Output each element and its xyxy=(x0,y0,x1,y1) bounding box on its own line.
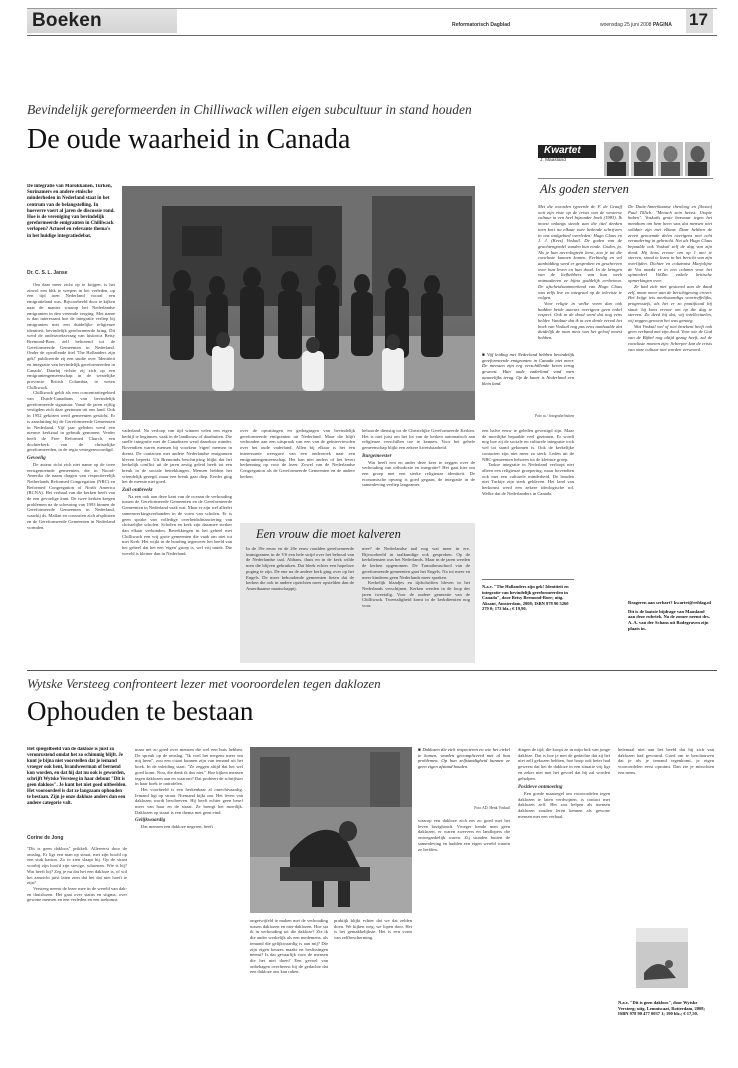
body-paragraph: Versteeg neemt de lezer mee in de wereld van dak- en thuislozen. Het gaat over status en stigma, over gewone mensen en een verleden en een toekomst. xyxy=(27,885,127,903)
article1-lead: De integratie van Marokkanen, Turken, Surinamers en andere etnische minderheden in Nederland staat in het centrum van de belangstelling. In hoeverre voert al jaren de discussie rond. Hoe is de vereniging van bevindelijk gereformeerde emigranten in Chilliwack verlopen? Actueel en relevante thema's in het huidige integratiedebat. xyxy=(27,184,115,239)
camera-icon: ■ xyxy=(418,747,421,752)
body-paragraph: mee? de Nederlandse taal nog wat meer in ere. Bijvoorbeeld in taalkundige ook gesproken. Op de kerkdiensten was het Nederlands. Maar in de jaren werden de kerken opgenomen. De Tomotheuschool van de gereformeerde gemeenten gaat het Engels. Na tot meer en meer kinderen geen Nederlands meer spraken. xyxy=(362,546,470,580)
body-paragraph: De auteur richt zich niet name op de twee eerstgenoemde gemeenten, die in Noord-Amerika de naam dragen van respectievelijk Netherlands Reformed Congregation (NRC) en Reformed Congregation of North America (RCNA). Het verhaal van die kerken heeft van de een gevoelige kant. De twee kerken kregen problemen na de scheuring van 1993 binnen de Gereformeerde Gemeenten in Nederland, waarbij ds. Mallan en consorten zich afsplitsten en de Gereformeerde Gemeenten in Nederland vormden. xyxy=(27,461,115,530)
body-paragraph: Het voorbeeld is een herkenbaar al onrechtvaardig. Iemand ligt op straat. Niemand kijkt om. Het leven van daklozen wordt beschreven. Hij heeft echter geen besef meer van haar en de straat. Ze brengt het moeilijk. Daklozen op straat is een thema met geen eind. xyxy=(135,786,243,815)
article2-photo-credit: Foto AD, Henk Voskuil xyxy=(474,806,510,810)
article2-book-cover xyxy=(636,928,688,988)
cropped-edge-column xyxy=(716,140,738,660)
date-text: woensdag 25 juni 2008 xyxy=(600,22,652,28)
article1-photo-credit: Foto at / fotografie buiten xyxy=(534,414,574,418)
body-paragraph: Ze had zich niet gestoord aan de daad zelf, maar meer aan de berichtgeving erover. Het krijgt iets merkwaardigs voortreffelijks, progressiefs, als het er zo pontificaal bij staat: hij koos ervoor om op die dag te sterven. Zo deed hij dat, wij intellectuelen, wij zeggen gewoon het was genoeg. xyxy=(628,283,712,324)
body-paragraph: Wat heeft een en ander deze keer te zeggen over de verhouding van orthodoxie en integratie? Het gaat hier om een groep met een sterke religieuze identiteit. De economische opvang is goed gegaan, de integratie in de samenleving verliep langzamer. xyxy=(362,459,475,488)
group-photo xyxy=(122,186,475,420)
page-label: PAGINA xyxy=(652,22,672,28)
body-paragraph: dingen de tijd, die koopt ze in mijn hok van jonge dakloze. Dat is hoe je met de gedachte dat zij het niet zelf gekozen hebben, hoe hoop ook beter had geweest dat het de dakloze in een situatie vrij ligt en zeker niet met het gevoel dat hij zal worden geholpen. xyxy=(518,747,610,781)
portrait-photos xyxy=(604,142,710,176)
body-paragraph: vaderland. Na verloop van tijd winnen velen een eigen bedrijf te beginnen, vaak in de landbouw of daarbuiten. Die snelle integratie met de Canadezen werd daardoor minder. Bovendien waren mensen bij voorkeur 'eigen' mensen in dienst. De contacten met andere Nederlandse emigranten bleven beperkt. Uit Bremonds beschrijving blijkt dat het kerkelijk conflict uit de jaren zestig geleid heeft tot een breuk in de sociale betrekkingen. Mensen hebben het vriendelijk gezegd, maar een breuk gaat diep. Eerder ging het de meeste niet goed. xyxy=(122,428,232,485)
body-paragraph: Om daar meer zicht op te krijgen, is het zinvol een blik te werpen in het verleden, op een tijd toen Nederland vooral een emigratieland was. Bijvoorbeeld door te kijken naar de manier waarop het Nederlandse emigranten in den vreemde verging. Met name is dan interessant hoe de integratie verliep bij emigranten met een duidelijke religieuze identiteit, bevindelijk gereformeerde kring. Dit werd de onderzoeksvraag van historica Betsy Bremond-Boer, zelf behorend tot de Gereformeerde Gemeenten in Nederland. Onder de opvallende titel 'The Hollanders zijn gek!' publiceerde zij een studie over 'Identiteit en integratie van bevindelijk gereformeerden in Canada'. Daarbij richtte zij zich op een emigrantengemeenschap in de westelijke provincie British Columbia, te weten Chilliwack. xyxy=(27,282,115,390)
article1-book-credit: N.a.v. "The Hollanders zijn gek! Identiteit en integratie van bevindelijk gereformeerden in Canada", door Betsy Bremond-Boer; uitg. Aksant, Amsterdam, 2008; ISBN 978 90 5260 279 0; 173 blz.; € 19,90. xyxy=(482,584,569,612)
subhead: Zuil ontbreekt xyxy=(122,487,153,494)
sidebar-box-col1: In de 19e eeuw en de 20e eeuw rondden gereformeerde immigranten in de VS een hele strijd over het behoud van de Nederlandse taal. Althans, thuis en in de kerk wilde men die blijven gebruiken. Dat bleek echter een hopeloze poging te zijn. De ene na de andere kerk ging over op het Engels. De meer behoudende gemeenten lieten dat de kerken die ook in andere opzichten meer opstelden dan de Amerikaanse maatschappij. xyxy=(246,546,354,591)
article1-col4 xyxy=(362,428,475,514)
body-paragraph: Een goede maatregel om vooroordelen tegen daklozen te laten verdwijnen, is contact met daklozen zelf. Het zou helpen als mensen daklozen zouden leren kennen als gewone mensen met een verhaal. xyxy=(518,790,610,819)
subhead: Positieve ontmoeting xyxy=(518,784,563,791)
body-paragraph: ongetwijfeld te maken met de verhouding tussen daklozen en niet-daklozen. Hoe sta ik in verhouding tot die dakloze? Zie ik die ander werkelijk als een medemens, als iemand die gelijkwaardig is aan mij? Die zijn eigen keuzes maakt en beslissingen neemt? Is dat gevaarlijk voor de mensen die het niet doen? Een gevoel van onbehagen overheerst bij de gedachte dat een dakloze ons kan raken. xyxy=(250,918,328,975)
caption-text: Vijf leiding met Nederland hebben bevindelijk gereformeerde emigranten in Canada niet meer. De meesten zijn erg verschillende keren terug geweest. Hun oude vaderland vind men nauwelijks terug. Op de kaart is Nederland een klein land. xyxy=(482,352,574,386)
body-paragraph: Chilliwack geldt als een concentratiegebied van Dutch-Canadians van bevindelijk gereformeerde signatuur. Vanaf de jaren vijftig vestigden zich daar gezinnen uit ons land. Ook in 1952 gekozen werd gemeenten gesticht. Er is aansluiting bij de Gereformeerde Gemeenten in Nederland. Vijf jaar geleden werd een nieuwe kerkzaal in gebruik genomen. Verder heeft de Free Reformed Church, een dochterkerk van de christelijke gereformeerden, in de regio vertegenwoordigd. xyxy=(27,390,115,453)
issue-date xyxy=(600,22,672,28)
article2-col6: helemaal niet aan het beeld dat hij zich van daklozen had gevormd. Goed om te beschouwen dat je als je iemand tegenkomt, je eigen vooroordelen eerst opruimt. Dan zie je misschien een mens. xyxy=(618,747,714,775)
body-paragraph: praktijk blijkt echter dat we dat zelden doen. We kijken weg, we lopen door. Het is het gemakkelijkste. Het is een vorm van zelfbescherming. xyxy=(334,918,412,941)
article1-col1 xyxy=(27,282,115,662)
kwartet-footer xyxy=(628,600,712,660)
body-paragraph: Dat mensen een dakloze negeren, heeft xyxy=(141,824,213,830)
article2-photo-caption xyxy=(418,747,510,803)
book-cover-image xyxy=(636,928,688,988)
body-paragraph: Na een ook aan deze kant van de oceaan de verhouding tussen de Gereformeerde Gemeenten en de Gereformeerde Gemeenten in Nederland vaak wat. Maar er zijn wel allerlei samenwerkingsverbanden in de vorm van scholen. Er is geen sprake van volledige overheidsfinanciering van christelijke scholen. Scholen en kerk zijn daarmee sterker dan elkaar verbonden. Betrekkingen in het geheel met Chilliwack een vrij grote gemeenten die vaak om niet tot met Kerk. Het wijkt in de houding tegenover het beeld van het geheel dat het een 'eigen' groep is, wel vrij uniek. Die wereld is kleiner dan in Nederland. xyxy=(122,493,232,556)
section-separator xyxy=(27,670,717,671)
article2-col4: waarop een dakloze zich net zo goed met het leven bezighoudt. Vroeger kende men geen daklozen, er waren zwervers en landlopers die ontoegankelijk waren. Zij stonden buiten de samenleving en hadden een eigen wereld waarin ze leefden. xyxy=(418,818,510,852)
article2-col1 xyxy=(27,846,127,1056)
article1-col3: over de opvattingen en gedragingen van bevindelijk gereformeerde emigranten uit Nederland. Maar die blijft verbonden aan een uitspraak van een van de geïnterviewden over het oude vaderland. Allen bij elkaar is het een interessante weergave van een onderzoek naar een emigrantengemeenschap. Het kan niet anders of het levert herkenning op voor de lezer. Zowel van de Nederlandse Congregation als de Gereformeerde Gemeenten en de andere kerken. xyxy=(240,428,355,479)
subhead: Gelijkwaardig xyxy=(135,817,166,824)
sidebar-box-col2 xyxy=(362,546,470,658)
subhead: Gevoelig xyxy=(27,455,46,462)
article2-book-credit: N.a.v. "Dit is geen dakloos", door Wytske Versteeg; uitg. Lemniscaat, Rotterdam, 2008; ISBN 978 90 477 0037 1; 190 blz.; € 17,50. xyxy=(618,1000,705,1017)
article1-kicker: Bevindelijk gereformeerden in Chilliwack willen eigen subcultuur in stand houden xyxy=(27,102,472,117)
kwartet-col2 xyxy=(628,204,712,592)
sidebar-box-title: Een vrouw die moet kalveren xyxy=(256,527,401,541)
article2-lead: Het spiegelbeeld van de dakloze is juist zo veronrustend omdat het zo schimmig blijft. Je kunt je bijna niet voorstellen dat je iemand vroeger ook bent, brandweerman of bernend kon worden, en dat hij dat nu ook is geworden, schrijft Wytske Versteeg in haar debuut "Dit is geen dakloos". Je kunt het niet goed uitbeelden. Het vooroordeel is dat ze langzaam ophouden te bestaan. Zijn je onze dakloze anders dan een andere categorie valt. xyxy=(27,747,127,806)
farewell-note: Dit is de laatste bijdrage van Maasland aan deze rubriek. Na de zomer neemt drs. A. A. van der Schans uit Bodegraven zijn plaats in. xyxy=(628,608,710,631)
kwartet-logo-text: Kwartet xyxy=(544,145,581,156)
kwartet-col1 xyxy=(538,204,622,654)
article2-headline: Ophouden te bestaan xyxy=(27,696,254,726)
article2-photo xyxy=(250,747,412,913)
reply-note: Reageren aan serbart? kwartet@refdag.nl xyxy=(628,600,711,605)
article2-col2 xyxy=(135,747,243,1057)
article2-col5 xyxy=(518,747,610,1057)
article1-photo xyxy=(122,186,475,420)
article1-byline: Dr. C. S. L. Janse xyxy=(27,270,68,276)
caption-text: Daklozen die zich respecteren en wie het cirkel te komen, worden gecompliceerd met al hun problemen. Op hun zelfstandigheid kunnen ze geen eigen afstand houden. xyxy=(418,747,510,770)
page-number: 17 xyxy=(689,10,708,29)
article2-col4a xyxy=(334,918,412,1058)
header-rule xyxy=(27,35,717,36)
body-paragraph: Tarkse integratie in Nederland verloopt niet alleen een religieuze groepering, maar bovendien ook met een culturele minderheid. De houden niet Turkije zijn sterk gebleven. Het land van herkomst werd een zekere ideologische rol. Welke dat de Nederlanders in Canada. xyxy=(482,462,574,496)
homeless-photo xyxy=(250,747,412,913)
subhead: Burgemeester xyxy=(362,452,392,459)
kwartet-author: J. Maasland xyxy=(540,158,566,163)
article1-col2 xyxy=(122,428,232,656)
article2-byline: Corine de Jong xyxy=(27,835,64,841)
body-paragraph: Met die woorden typeerde dr. F. de Graaff ooit zijn visie op de crisis van de westerse cultuur in een heel bijzonder boek (1983). Ik moest onlangs steeds aan die titel denken toen kort na elkaar twee bekende schrijvers in ons taalgebied overleden: Hugo Claus en J. J. (Kees) Voskuil. De goden van de grachtengordel vanden hun einde. Goden, ja. Als je hun necrologieën leest, zou je tot die conclusie kunnen komen. Eerbiedig en vol aanbidding werd er gesproken en geschreven over hun leven en hun dood. In de kringen van de liefhebbers van hun werk ontmaskeren ze bijna goddelijk eerbetoon. De afscheidsaanmerkend van Hugo Claus was zelfs live en integraal op de televisie te volgen. xyxy=(538,204,622,301)
kwartet-rule xyxy=(538,178,713,179)
body-paragraph: Wat Voskuil wel of niet betekent heeft ook geen verband met zijn dood. Voor wie de God van de Bijbel nog altijd gezag heeft, zal de conclusie moeten zijn: Scherper kan de crisis van onze cultuur niet worden verwoord. xyxy=(628,323,712,352)
body-paragraph: Kerkelijk blaadjes en tijdschriften bleven in het Nederlands verschijnen. Kerken werden in de loop der jaren tweetalig. Voor de oudere generatie van de Chilliwack. Tweetaligheid komt in de kerkdiensten nog voor. xyxy=(362,580,470,609)
body-paragraph: behoorde dienstig tot de Christelijke Gereformeerde Kerken. Het is niet juist om het lot van de kerken automatisch aan religieuze verschillen toe te kennen. Voor het gehele gemeenschap blijkt een zekere kwetsbaarheid. xyxy=(362,428,475,451)
paper-name: Reformatorisch Dagblad xyxy=(452,22,511,28)
body-paragraph: maar net zo goed over mensen die wel een huis hebben. De spreuk op de omslag, "Ik voel het nergens meer om mij heen", zou een citaat kunnen zijn van iemand uit het boek. In de inleiding staat: "Ze zeggen altijd dat het wel goed komt. Nou, die denk ik dus niet." Hoe kijken mensen tegen daklozen aan en waarom? Dat probeert de schrijfster in haar boek te ontrafelen. xyxy=(135,747,243,787)
body-paragraph: een halve eeuw te geleden gevestigd zijn. Maar de moeilijke bepaalde veel gezinnen. Er wordt nog hoe zij de sociale en culturele integratie toch wel tot stand gekomen is. Ook de kerkelijke contacten zijn niet meer zo sterk. Leden uit de NRC-gemeenten behoren tot de kleinste groep. xyxy=(482,428,574,462)
kwartet-title: Als goden sterven xyxy=(540,182,629,196)
section-title: Boeken xyxy=(32,10,102,31)
article1-headline: De oude waarheid in Canada xyxy=(27,124,351,155)
kwartet-portraits xyxy=(604,142,710,176)
body-paragraph: De Duits-Amerikaanse theoloog en filosoof Paul Tillich: "Mensch sein heisst: Utopie haben". Voskuils grote bezwaar tegen het mendiom om hem heen was dat mensen niet solidair zijn met elkaar. Daar hebben de zeven genoemde delen overigens niet echt verandering in gebracht. Net als Hugo Claus bepaalde ook Voskuil zelf de dag van zijn dood. Hij koos ervoor om op 1 mei te sterven, stond te lezen in het bericht van zijn overlijden. Dichter en columnist Marjolijne de Vos maakt er in een column voor het opiniedeel VolZin enkele kritische opmerkingen over. xyxy=(628,204,712,284)
camera-icon: ■ xyxy=(482,352,486,357)
body-paragraph: Voor religie in welke vorm dan ook hadden beide auteurs overigens geen enkel respect. Ook in de dood werd dat nog eens helder. Vandaar dat ik in een derde verval het boek van Voskuil nog pas eens aanhaalde dat duidelijk de man niets van het geloof moest hebben. xyxy=(538,300,622,341)
article2-col3 xyxy=(250,918,328,1058)
body-paragraph: "Dit is geen dakloos" prikkelt. Allereerst door de omslag. Er ligt een man op straat, met zijn hoofd op een stuk karton. Zo te zien slaapt hij. Op de straat voorbij zijn hoofd zijn stevige, schoenen. Wie is hij? Wat heeft hij? Zeg je nu dat het een dakloze is, of wil het aanzicht juist laten zien dat het dat niet hoeft te zijn? xyxy=(27,846,127,886)
article2-kicker: Wytske Versteeg confronteert lezer met vooroordelen tegen daklozen xyxy=(27,676,381,691)
